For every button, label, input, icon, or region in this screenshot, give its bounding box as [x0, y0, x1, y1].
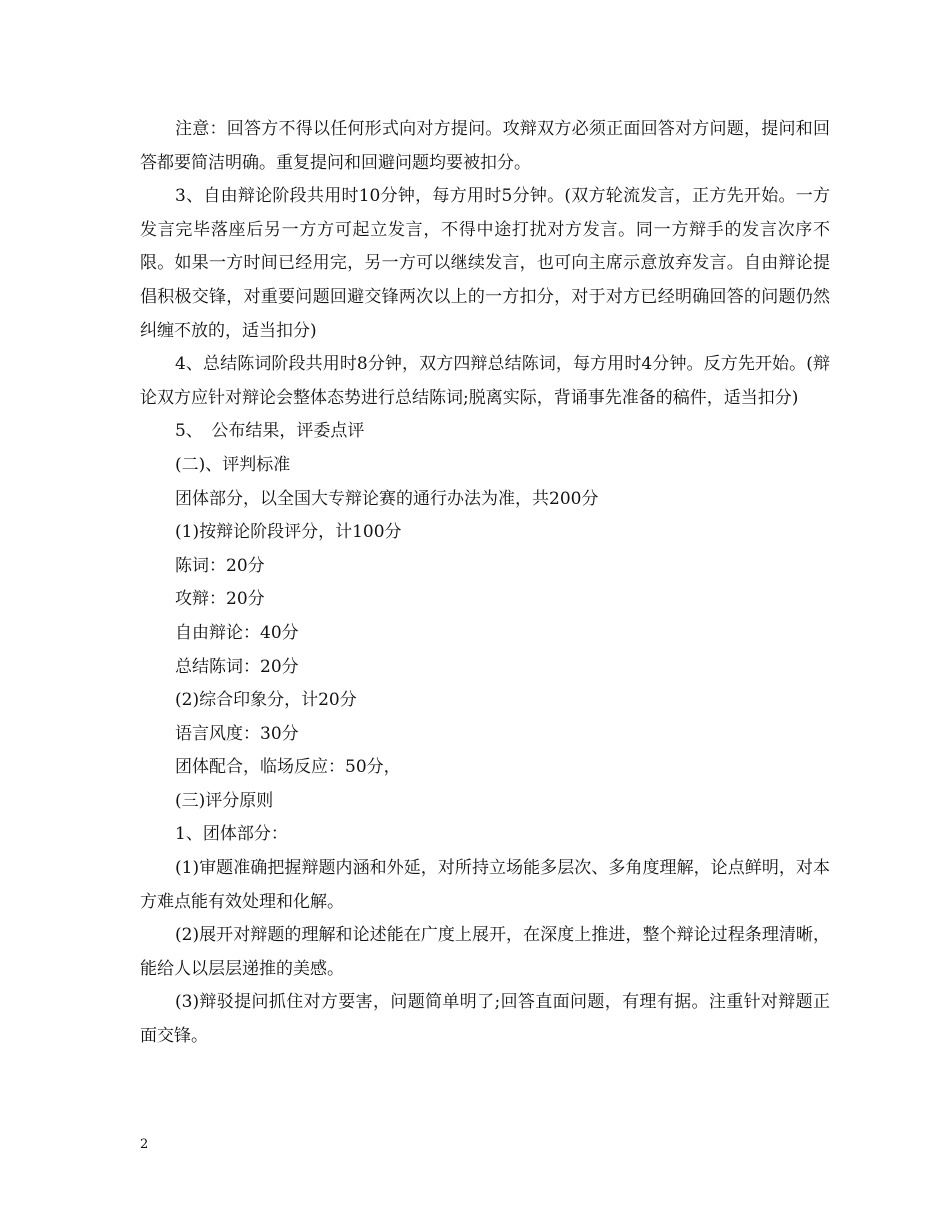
heading-team-part: 1、团体部分： — [175, 824, 288, 845]
list-item-language: 语言风度：30分 — [175, 723, 299, 744]
paragraph-team-scoring: 团体部分，以全国大专辩论赛的通行办法为准，共200分 — [175, 488, 599, 509]
list-item-teamwork: 团体配合，临场反应：50分， — [175, 757, 401, 778]
list-item-closing: 总结陈词：20分 — [175, 656, 299, 677]
list-item-cross-exam: 攻辩：20分 — [175, 589, 265, 610]
document-body — [140, 113, 830, 1054]
paragraph-note: 注意：回答方不得以任何形式向对方提问。攻辩双方必须正面回答对方问题，提问和回答都要简洁明确。重复提问和回避问题均要被扣分。 — [140, 119, 830, 173]
paragraph-principle-2: (2)展开对辩题的理解和论述能在广度上展开，在深度上推进，整个辩论过程条理清晰，能给人以层层递推的美感。 — [140, 925, 830, 979]
list-item-impression: (2)综合印象分，计20分 — [175, 690, 357, 711]
page-number: 2 — [140, 1137, 149, 1152]
paragraph-results: 5、 公布结果，评委点评 — [175, 421, 365, 442]
heading-criteria: (二)、评判标准 — [175, 454, 291, 475]
list-item-statement: 陈词：20分 — [175, 555, 265, 576]
paragraph-free-debate: 3、自由辩论阶段共用时10分钟，每方用时5分钟。(双方轮流发言，正方先开始。一方发言完毕落座后另一方方可起立发言，不得中途打扰对方发言。同一方辩手的发言次序不限。如果一方时间已经用完，另一方可以继续发言，也可向主席示意放弃发言。自由辩论提倡积极交锋，对重要问题回避交锋两次以上的一方扣分，对于对方已经明确回答的问题仍然纠缠不放的，适当扣分) — [140, 186, 830, 341]
list-item-free-debate: 自由辩论：40分 — [175, 622, 299, 643]
heading-principles: (三)评分原则 — [175, 790, 274, 811]
paragraph-principle-3: (3)辩驳提问抓住对方要害，问题简单明了;回答直面问题，有理有据。注重针对辩题正面交锋。 — [140, 992, 830, 1047]
paragraph-summary: 4、总结陈词阶段共用时8分钟，双方四辩总结陈词，每方用时4分钟。反方先开始。(辩论双方应针对辩论会整体态势进行总结陈词;脱离实际，背诵事先准备的稿件，适当扣分) — [140, 354, 830, 408]
list-item-stage-score: (1)按辩论阶段评分，计100分 — [175, 522, 402, 543]
paragraph-principle-1: (1)审题准确把握辩题内涵和外延，对所持立场能多层次、多角度理解，论点鲜明，对本方难点能有效处理和化解。 — [140, 858, 830, 912]
